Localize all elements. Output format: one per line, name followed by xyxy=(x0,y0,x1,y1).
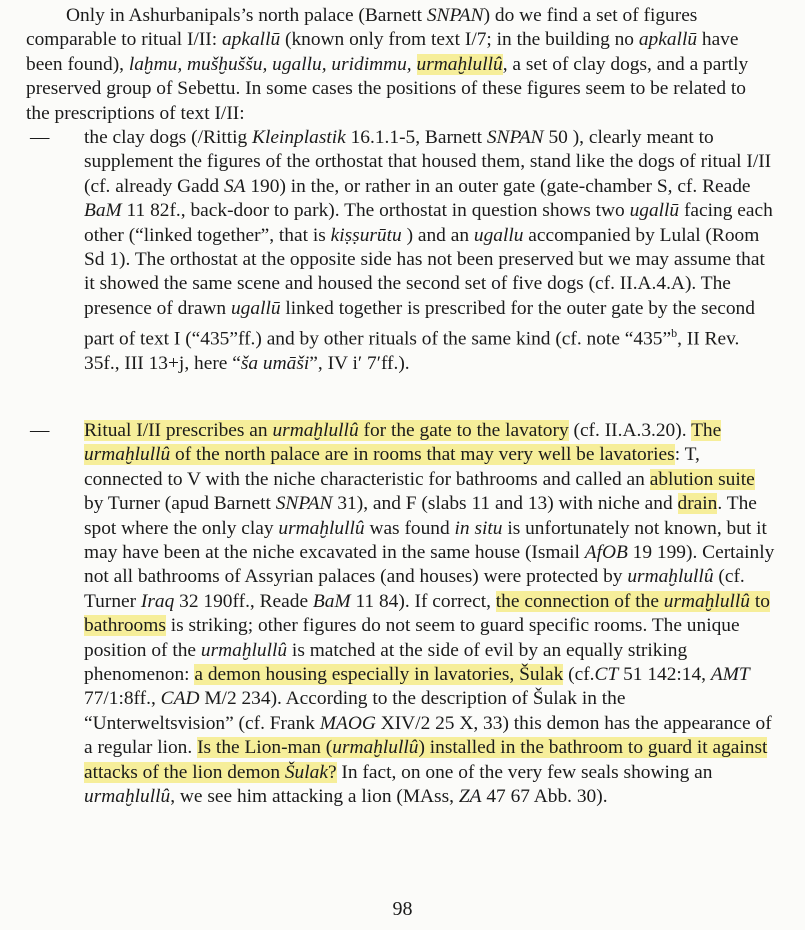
text-span: 190) in the, or rather in an outer gate (gate-chamber S, cf. Reade xyxy=(245,175,751,197)
term: urmaḫlullû xyxy=(627,566,714,588)
text-span: 11 84). If correct, xyxy=(350,590,496,612)
highlight: a demon housing especially in lavatories, Šulak xyxy=(194,664,564,686)
text-span: 19 199). Certainly not all bathrooms of Assyrian palaces (and houses) were protected by xyxy=(84,542,775,588)
citation: BaM xyxy=(84,200,122,222)
list-item-clay-dogs xyxy=(26,126,776,377)
term: ugallū xyxy=(230,297,281,319)
highlight: drain xyxy=(677,493,718,515)
term: urmaḫlullû xyxy=(272,420,359,441)
text-span: ) and an xyxy=(401,224,474,246)
list-item-text xyxy=(84,126,776,377)
text-span: In fact, on one of the very few seals showing an xyxy=(336,761,713,783)
citation: ZA xyxy=(458,786,482,808)
text-span: is matched at the side of evil by an equally striking phenomenon: xyxy=(84,639,688,686)
term: urmaḫlullû xyxy=(84,444,171,466)
text-span: ? xyxy=(327,761,337,783)
text-span: 50 ), clearly meant to supplement the figures of the orthostat that housed them, stand like the dogs of ritual I/II (cf. already Gadd xyxy=(84,127,772,197)
text-span: 32 190ff., Reade xyxy=(174,590,313,612)
text-span: : T, connected to V with the niche characteristic for bathrooms and called an xyxy=(84,444,700,490)
citation: MAOG xyxy=(319,712,376,734)
text-span: , we see him attacking a lion (MAss, xyxy=(170,786,459,808)
text-span: ) installed in the bathroom to guard it against attacks of the lion demon xyxy=(84,737,768,783)
em-dash: — xyxy=(30,420,50,441)
highlight-urmahlullu: urmaḫlullû xyxy=(416,53,503,75)
text-span: is striking; other figures do not seem to guard specific rooms. The unique position of the xyxy=(84,615,740,661)
text-span: The xyxy=(691,420,722,441)
page-number: 98 xyxy=(392,898,413,920)
text-span: (known only from text I/7; in the building no xyxy=(280,29,639,51)
text-span: (cf. Turner xyxy=(84,566,745,612)
term: urmaḫlullû xyxy=(84,786,171,808)
citation: SA xyxy=(223,175,246,197)
term: in situ xyxy=(454,517,503,539)
citation: AfOB xyxy=(584,542,628,564)
citation: SNPAN xyxy=(275,493,333,515)
term: urmaḫlullû xyxy=(663,590,750,612)
list-item-lavatory xyxy=(26,419,776,810)
text-span: of the north palace are in rooms that may very well be lavatories xyxy=(170,444,675,466)
citation-snpan: SNPAN xyxy=(426,5,484,26)
citation: CT xyxy=(594,664,619,686)
em-dash: — xyxy=(30,127,50,148)
intro-text xyxy=(26,4,771,126)
text-span: the connection of the xyxy=(495,590,664,612)
highlight: ablution suite xyxy=(649,468,755,490)
list-item-text xyxy=(84,419,776,810)
text-span: ”, IV i′ 7′ff.). xyxy=(309,353,410,375)
term-names: laḫmu, mušḫuššu, ugallu, uridimmu, xyxy=(128,53,412,75)
text-span: , a set of clay dogs, and a partly preserved group of Sebettu. In some cases the positions of these figures seem to be related to the prescriptions of text I/II: xyxy=(26,53,749,124)
superscript: b xyxy=(671,326,678,341)
highlight xyxy=(84,420,569,441)
term-apkallu: apkallū xyxy=(638,29,698,51)
text-span: linked together is prescribed for the outer gate by the second part of text I (“435”ff.) and by other rituals of the same kind (cf. note “435” xyxy=(84,297,755,350)
text-span: M/2 234). According to the description of Šulak in the “Unterweltsvision” (cf. Frank xyxy=(84,688,626,734)
term: urmaḫlullû xyxy=(200,639,288,661)
text-span: 47 67 Abb. 30). xyxy=(481,786,608,808)
citation: SNPAN xyxy=(486,127,544,148)
text-span: 51 142:14, xyxy=(618,664,711,686)
term: ša umāši xyxy=(240,353,310,375)
term: ugallū xyxy=(629,200,680,222)
text-span: facing each other (“linked together”, that is xyxy=(84,200,773,246)
text-span: Is the Lion-man ( xyxy=(197,737,333,759)
text-span: accompanied by Lulal (Room Sd 1). The orthostat at the opposite side has not been preserved but we may assume that it showed the same scene and housed the second set of five dogs (cf. II.A.4.A). The presence of drawn xyxy=(84,224,765,319)
text-span: ) do we find a set of figures comparable to ritual I/II: xyxy=(26,5,698,51)
text-span: (cf. xyxy=(563,664,595,686)
text-span: Ritual I/II prescribes an xyxy=(84,420,273,441)
text-span: is unfortunately not known, but it may have been at the niche excavated in the same house (Ismail xyxy=(84,517,767,564)
text-span: 77/1:8ff., xyxy=(84,688,161,710)
text-span: XIV/2 25 X, 33) this demon has the appearance of a regular lion. xyxy=(84,712,772,759)
term: urmaḫlullû xyxy=(332,737,419,759)
term: urmaḫlullû xyxy=(278,517,365,539)
term-apkallu: apkallū xyxy=(221,29,281,51)
citation: CAD xyxy=(160,688,200,710)
text-span: was found xyxy=(364,517,455,539)
text-span: by Turner (apud Barnett xyxy=(84,493,276,515)
text-span: the clay dogs (/Rittig xyxy=(84,127,253,148)
text-span: 31), and F (slabs 11 and 13) with niche and xyxy=(332,493,678,515)
text-span: for the gate to the lavatory xyxy=(358,420,569,441)
intro-paragraph xyxy=(26,4,771,126)
term: Šulak xyxy=(284,761,328,783)
citation: BaM xyxy=(312,590,351,612)
term: ugallu xyxy=(473,224,524,246)
text-span: 16.1.1-5, Barnett xyxy=(345,127,487,148)
text-span: (cf. II.A.3.20). xyxy=(568,420,692,441)
citation: Kleinplastik xyxy=(252,127,346,148)
text-span: . The spot where the only clay xyxy=(84,493,757,539)
text-span: , II Rev. 35f., III 13+j, here “ xyxy=(84,328,740,375)
citation: AMT xyxy=(710,664,750,686)
citation: Iraq xyxy=(140,590,175,612)
text-span: have been found), xyxy=(26,29,739,75)
text-span: Only in Ashurbanipals’s north palace (Barnett xyxy=(66,5,427,26)
text-span: to bathrooms xyxy=(84,590,770,637)
term: kiṣṣurūtu xyxy=(330,224,402,246)
text-span: 11 82f., back-door to park). The orthostat in question shows two xyxy=(121,200,630,222)
